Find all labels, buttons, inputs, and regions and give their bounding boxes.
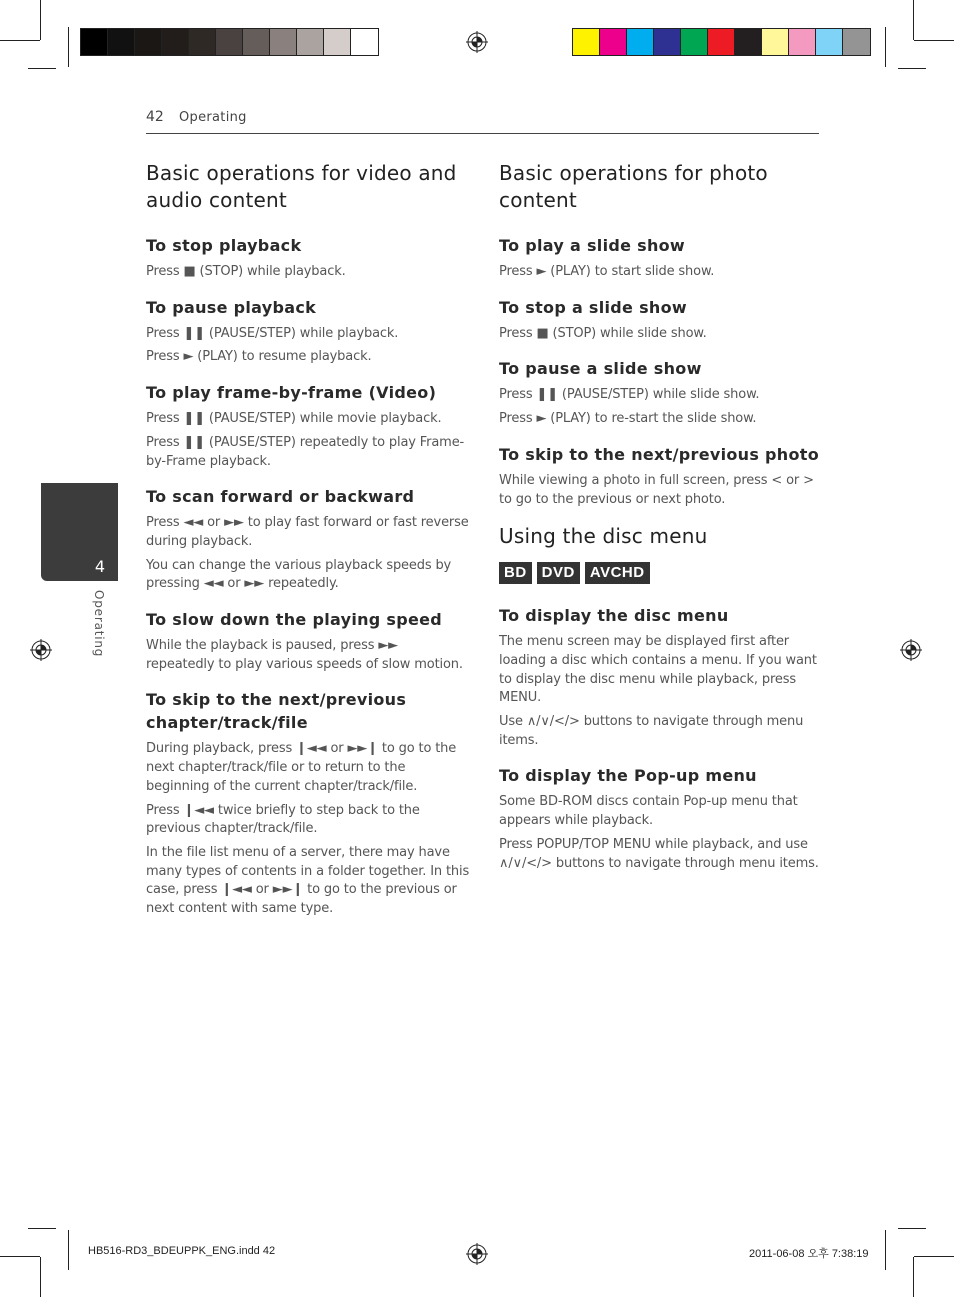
instruction-heading: To display the Pop-up menu bbox=[499, 766, 757, 786]
color-swatch bbox=[735, 29, 762, 55]
registration-mark-icon bbox=[900, 639, 922, 661]
disc-menu-title: Using the disc menu bbox=[499, 524, 708, 549]
crop-mark bbox=[28, 68, 56, 69]
crop-mark bbox=[913, 0, 914, 40]
instruction-text: Press ◄◄ or ►► to play fast forward or fast reverse during playback. bbox=[146, 515, 469, 549]
instruction-text: Press ❚❚ (PAUSE/STEP) while playback. bbox=[146, 325, 399, 341]
gray-swatch bbox=[324, 29, 351, 55]
gray-swatch bbox=[216, 29, 243, 55]
color-swatch bbox=[789, 29, 816, 55]
instruction-block bbox=[499, 234, 819, 282]
instruction-block bbox=[146, 234, 470, 282]
instruction-heading: To skip to the next/previous photo bbox=[499, 444, 820, 464]
section-name: Operating bbox=[179, 110, 247, 125]
gray-swatch bbox=[243, 29, 270, 55]
color-swatch bbox=[708, 29, 735, 55]
gray-swatch bbox=[108, 29, 135, 55]
color-swatch bbox=[627, 29, 654, 55]
right-blocks bbox=[499, 234, 819, 509]
instruction-heading: To stop playback bbox=[146, 236, 302, 255]
crop-mark bbox=[40, 0, 41, 40]
instruction-heading: To pause a slide show bbox=[499, 359, 702, 379]
instruction-heading: To pause playback bbox=[146, 297, 317, 317]
page-number: 42 bbox=[146, 109, 164, 125]
instruction-heading: To skip to the next/previous chapter/track/file bbox=[146, 690, 407, 733]
color-swatch bbox=[573, 29, 600, 55]
instruction-text: Press ❙◄◄ twice briefly to step back to the previous chapter/track/file. bbox=[146, 802, 420, 837]
instruction-heading: To stop a slide show bbox=[499, 297, 687, 317]
color-swatch bbox=[843, 29, 870, 55]
instruction-block bbox=[499, 604, 819, 750]
instruction-block bbox=[499, 357, 819, 428]
crop-mark bbox=[913, 1257, 914, 1297]
instruction-heading: To slow down the playing speed bbox=[146, 610, 443, 630]
crop-mark bbox=[40, 1257, 41, 1297]
instruction-text: Press ❚❚ (PAUSE/STEP) while movie playback. bbox=[146, 411, 442, 427]
instruction-text: While viewing a photo in full screen, press < or > to go to the previous or next photo. bbox=[499, 472, 814, 507]
color-bar bbox=[572, 28, 871, 56]
instruction-block bbox=[146, 688, 470, 918]
footer-timestamp: 2011-06-08 오후 7:38:19 bbox=[749, 1248, 869, 1260]
instruction-text: In the file list menu of a server, there may have many types of contents in a folder together. In this case, press ❙◄◄ or ►►❙ to go to the previous or next content with same type. bbox=[146, 844, 470, 917]
chapter-tab bbox=[41, 483, 118, 581]
color-swatch bbox=[681, 29, 708, 55]
crop-mark bbox=[914, 1256, 954, 1257]
instruction-block bbox=[499, 443, 819, 509]
registration-mark-icon bbox=[466, 31, 488, 53]
header-divider bbox=[146, 133, 819, 134]
crop-mark bbox=[885, 1230, 886, 1270]
crop-mark bbox=[898, 68, 926, 69]
instruction-heading: To scan forward or backward bbox=[146, 487, 415, 507]
instruction-block bbox=[146, 485, 470, 594]
color-swatch bbox=[654, 29, 681, 55]
crop-mark bbox=[898, 1228, 926, 1229]
instruction-text: Press ► (PLAY) to re-start the slide show. bbox=[499, 411, 757, 427]
crop-mark bbox=[0, 1256, 40, 1257]
instruction-block bbox=[146, 608, 470, 674]
instruction-text: Press POPUP/TOP MENU while playback, and use ∧/∨/</> buttons to navigate through menu items. bbox=[499, 836, 819, 871]
gray-swatch bbox=[162, 29, 189, 55]
crop-mark bbox=[0, 40, 40, 41]
instruction-text: Some BD-ROM discs contain Pop-up menu that appears while playback. bbox=[499, 794, 798, 829]
crop-mark bbox=[28, 1228, 56, 1229]
color-swatch bbox=[816, 29, 843, 55]
gray-swatch bbox=[270, 29, 297, 55]
section-title: Basic operations for photo content bbox=[499, 161, 768, 212]
gray-swatch bbox=[351, 29, 378, 55]
instruction-heading: To play a slide show bbox=[499, 236, 686, 255]
instruction-heading: To display the disc menu bbox=[499, 606, 729, 626]
grayscale-bar bbox=[80, 28, 379, 56]
color-swatch bbox=[762, 29, 789, 55]
instruction-text: Press ❚❚ (PAUSE/STEP) repeatedly to play Frame-by-Frame playback. bbox=[146, 434, 465, 469]
gray-swatch bbox=[81, 29, 108, 55]
registration-mark-icon bbox=[466, 1243, 488, 1265]
gray-swatch bbox=[135, 29, 162, 55]
disc-logo-bd: BD bbox=[499, 562, 532, 584]
gray-swatch bbox=[189, 29, 216, 55]
disc-logo-dvd: DVD bbox=[537, 562, 580, 584]
instruction-block bbox=[146, 381, 470, 471]
crop-mark bbox=[68, 1230, 69, 1270]
instruction-text: Press ► (PLAY) to resume playback. bbox=[146, 349, 372, 365]
section-title: Basic operations for video and audio content bbox=[146, 161, 457, 212]
instruction-text: During playback, press ❙◄◄ or ►►❙ to go to the next chapter/track/file or to return to the beginning of the current chapter/track/file. bbox=[146, 741, 457, 794]
crop-mark bbox=[914, 40, 954, 41]
right-column bbox=[499, 160, 819, 887]
chapter-label: Operating bbox=[92, 590, 106, 658]
gray-swatch bbox=[297, 29, 324, 55]
disc-menu-blocks bbox=[499, 604, 819, 873]
instruction-text: You can change the various playback speeds by pressing ◄◄ or ►► repeatedly. bbox=[146, 557, 452, 592]
disc-type-logos bbox=[499, 562, 819, 584]
instruction-text: Press ■ (STOP) while playback. bbox=[146, 264, 346, 279]
chapter-number: 4 bbox=[94, 557, 105, 576]
crop-mark bbox=[885, 27, 886, 67]
instruction-block bbox=[146, 296, 470, 367]
footer-file: HB516-RD3_BDEUPPK_ENG.indd 42 bbox=[88, 1245, 276, 1257]
disc-logo-avchd: AVCHD bbox=[585, 562, 650, 584]
instruction-text: Press ❚❚ (PAUSE/STEP) while slide show. bbox=[499, 387, 760, 403]
instruction-block bbox=[499, 764, 819, 873]
registration-mark-icon bbox=[30, 639, 52, 661]
crop-mark bbox=[68, 27, 69, 67]
instruction-heading: To play frame-by-frame (Video) bbox=[146, 383, 437, 403]
color-swatch bbox=[600, 29, 627, 55]
instruction-block bbox=[499, 296, 819, 344]
instruction-text: While the playback is paused, press ►► repeatedly to play various speeds of slow motion. bbox=[146, 638, 463, 672]
left-blocks bbox=[146, 234, 470, 919]
instruction-text: Use ∧/∨/</> buttons to navigate through menu items. bbox=[499, 714, 804, 748]
instruction-text: Press ■ (STOP) while slide show. bbox=[499, 325, 707, 341]
left-column bbox=[146, 160, 470, 933]
instruction-text: The menu screen may be displayed first after loading a disc which contains a menu. If you want to display the disc menu while playback, press MENU. bbox=[499, 634, 817, 706]
instruction-text: Press ► (PLAY) to start slide show. bbox=[499, 264, 715, 279]
